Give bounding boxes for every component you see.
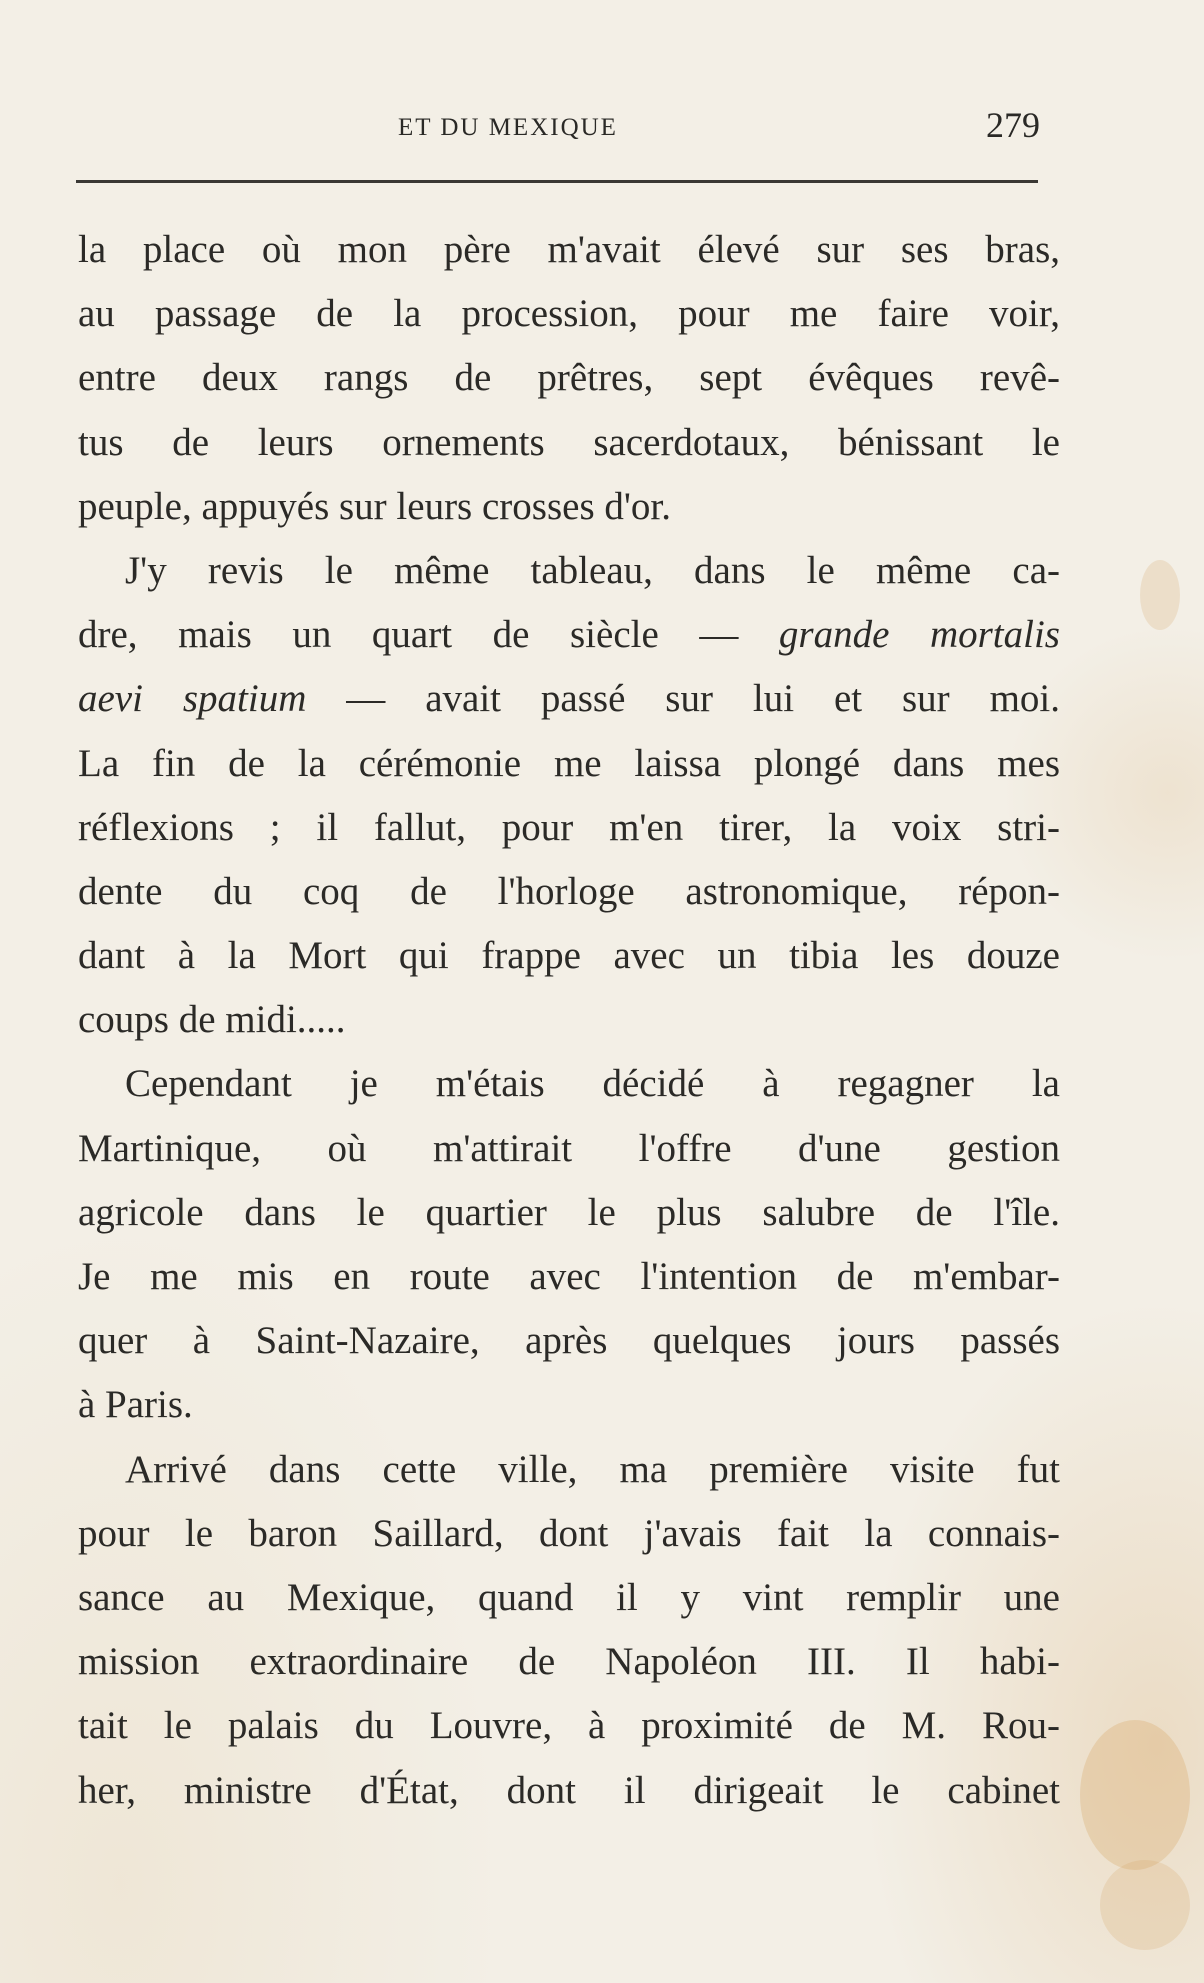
body-text — [78, 218, 1060, 1823]
text-line: sance au Mexique, quand il y vint remplir une — [78, 1575, 1060, 1619]
foxing-stain — [1080, 1720, 1190, 1870]
text-segment: — avait passé sur lui et sur moi. — [306, 677, 1061, 721]
page-number: 279 — [986, 105, 1040, 145]
text-line: Je me mis en route avec l'intention de m'embar- — [78, 1255, 1060, 1298]
text-line: La fin de la cérémonie me laissa plongé dans mes — [78, 741, 1060, 785]
text-line: à Paris. — [78, 1383, 193, 1427]
text-line: dant à la Mort qui frappe avec un tibia les douze — [78, 934, 1060, 978]
text-line: pour le baron Saillard, dont j'avais fait la connais- — [78, 1511, 1060, 1555]
text-line: quer à Saint-Nazaire, après quelques jours passés — [78, 1319, 1060, 1363]
italic-text: aevi spatium — [78, 677, 307, 721]
text-line: entre deux rangs de prêtres, sept évêques revê- — [78, 356, 1060, 400]
foxing-stain — [1100, 1860, 1190, 1950]
italic-text: grande mortalis — [778, 613, 1060, 657]
text-segment: dre, mais un quart de siècle — — [78, 613, 779, 657]
header-rule — [76, 180, 1038, 183]
text-line: J'y revis le même tableau, dans le même ca- — [125, 548, 1060, 592]
text-line — [78, 603, 1060, 667]
text-line: au passage de la procession, pour me faire voir, — [78, 292, 1060, 336]
text-line: her, ministre d'État, dont il dirigeait le cabinet — [78, 1768, 1060, 1812]
page-header — [78, 98, 1040, 148]
text-line: peuple, appuyés sur leurs crosses d'or. — [78, 484, 671, 528]
text-line: Arrivé dans cette ville, ma première visite fut — [125, 1447, 1060, 1491]
text-line: dente du coq de l'horloge astronomique, répon- — [78, 869, 1060, 913]
text-line: Martinique, où m'attirait l'offre d'une gestion — [78, 1126, 1060, 1170]
text-line: la place où mon père m'avait élevé sur ses bras, — [78, 228, 1060, 271]
text-line — [78, 667, 1060, 731]
text-line: mission extraordinaire de Napoléon III. Il habi- — [78, 1640, 1060, 1684]
text-line: agricole dans le quartier le plus salubre de l'île. — [78, 1190, 1060, 1234]
text-line: réflexions ; il fallut, pour m'en tirer, la voix stri- — [78, 805, 1060, 849]
text-line: coups de midi..... — [78, 998, 346, 1042]
text-line: Cependant je m'étais décidé à regagner la — [125, 1062, 1060, 1106]
foxing-stain — [1140, 560, 1180, 630]
text-line: tait le palais du Louvre, à proximité de M. Rou- — [78, 1704, 1060, 1748]
text-line: tus de leurs ornements sacerdotaux, bénissant le — [78, 420, 1060, 464]
running-head: ET DU MEXIQUE — [398, 114, 618, 141]
